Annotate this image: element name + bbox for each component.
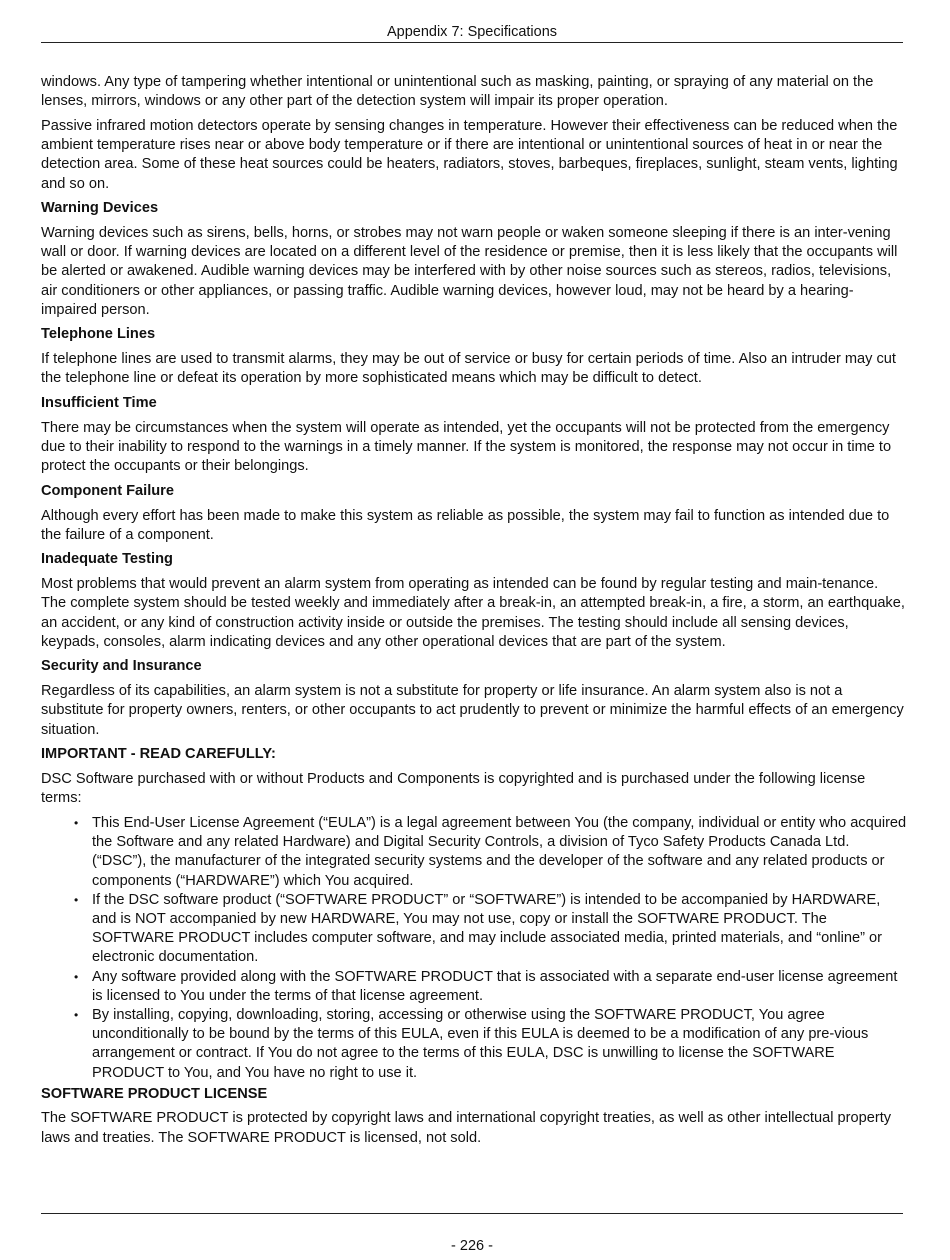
section-heading-inadequate-testing: Inadequate Testing [41,551,173,568]
page-header: Appendix 7: Specifications [386,24,558,40]
intro-paragraph: windows. Any type of tampering whether intentional or unintentional such as masking, painting, or spraying of any material on the lenses, mirrors, windows or any other part of the detection system will impair its proper operation. [41,74,874,110]
software-product-license-body: The SOFTWARE PRODUCT is protected by copyright laws and international copyright treaties, as well as other intellectual property laws and treaties. The SOFTWARE PRODUCT is licensed, not sold. [41,1110,892,1146]
section-body-inadequate-testing: Most problems that would prevent an alarm system from operating as intended can be found by regular testing and main-tenance. The complete system should be tested weekly and immediately after a break-in, an attempted break-in, a fire, a storm, an earthquake, an accident, or any kind of construction activity inside or outside the premises. The testing should include all sensing devices, keypads, consoles, alarm indicating devices and any other operational devices that are part of the system. [41,576,905,650]
page-number: - 226 - [451,1238,493,1254]
section-heading-insufficient-time: Insufficient Time [41,395,157,412]
license-intro: DSC Software purchased with or without Products and Components is copyrighted and is purchased under the following license terms: [41,771,866,807]
section-heading-component-failure: Component Failure [41,482,174,499]
section-body-warning-devices: Warning devices such as sirens, bells, horns, or strobes may not warn people or waken someone sleeping if there is an inter-vening wall or door. If warning devices are located on a different level of the residence or premise, then it is less likely that the occupants will be alerted or awakened. Audible warning devices may be interfered with by other noise sources such as stereos, radios, televisions, air conditioners or other appliances, or passing traffic. Audible warning devices, however loud, may not be heard by a hearing-impaired person. [41,224,898,318]
section-heading-warning-devices: Warning Devices [41,200,159,217]
list-item: • If the DSC software product (“SOFTWARE PRODUCT” or “SOFTWARE”) is intended to be accompanied by HARDWARE, and is NOT accompanied by new HARDWARE, You may not use, copy or install the SOFTWARE PRODUCT. The SOFTWARE PRODUCT includes computer software, and may include associated media, printed materials, and “online” or electronic documentation. [92,891,907,968]
software-product-license-heading: SOFTWARE PRODUCT LICENSE [41,1085,268,1102]
section-body-telephone-lines: If telephone lines are used to transmit alarms, they may be out of service or busy for certain periods of time. Also an intruder may cut the telephone line or defeat its operation by more sophisticated means which may be difficult to detect. [41,351,896,387]
document-body [41,73,907,1153]
section-body-insufficient-time: There may be circumstances when the system will operate as intended, yet the occupants will not be protected from the emergency due to their inability to respond to the warnings in a timely manner. If the system is monitored, the response may not occur in time to protect the occupants or their belongings. [41,419,892,475]
license-terms-list [41,814,907,1083]
section-body-security-insurance: Regardless of its capabilities, an alarm system is not a substitute for property or life insurance. An alarm system also is not a substitute for property owners, renters, or other occupants to act prudently to prevent or minimize the harmful effects of an emergency situation. [41,683,904,738]
list-item: • This End-User License Agreement (“EULA”) is a legal agreement between You (the company, individual or entity who acquired the Software and any related Hardware) and Digital Security Controls, a division of Tyco Safety Products Canada Ltd. (“DSC”), the manufacturer of the integrated security systems and the developer of the software and any related products or components (“HARDWARE”) which You acquired. [92,814,907,891]
list-item: • Any software provided along with the SOFTWARE PRODUCT that is associated with a separate end-user license agreement is licensed to You under the terms of that license agreement. [92,968,907,1006]
license-heading: IMPORTANT - READ CAREFULLY: [41,746,276,763]
section-heading-telephone-lines: Telephone Lines [41,326,156,343]
footer-divider [41,1213,903,1214]
section-body-component-failure: Although every effort has been made to make this system as reliable as possible, the system may fail to function as intended due to the failure of a component. [41,507,890,543]
header-divider [41,42,903,43]
section-heading-security-insurance: Security and Insurance [41,658,202,675]
intro-paragraph: Passive infrared motion detectors operate by sensing changes in temperature. However their effectiveness can be reduced when the ambient temperature rises near or above body temperature or if there are intentional or unintentional sources of heat in or near the detection area. Some of these heat sources could be heaters, radiators, stoves, barbeques, fireplaces, sunlight, steam vents, lighting and so on. [41,117,898,192]
list-item: • By installing, copying, downloading, storing, accessing or otherwise using the SOFTWARE PRODUCT, You agree unconditionally to be bound by the terms of this EULA, even if this EULA is deemed to be a modification of any pre-vious arrangement or contract. If You do not agree to the terms of this EULA, DSC is unwilling to license the SOFTWARE PRODUCT to You, and You have no right to use it. [92,1006,907,1083]
